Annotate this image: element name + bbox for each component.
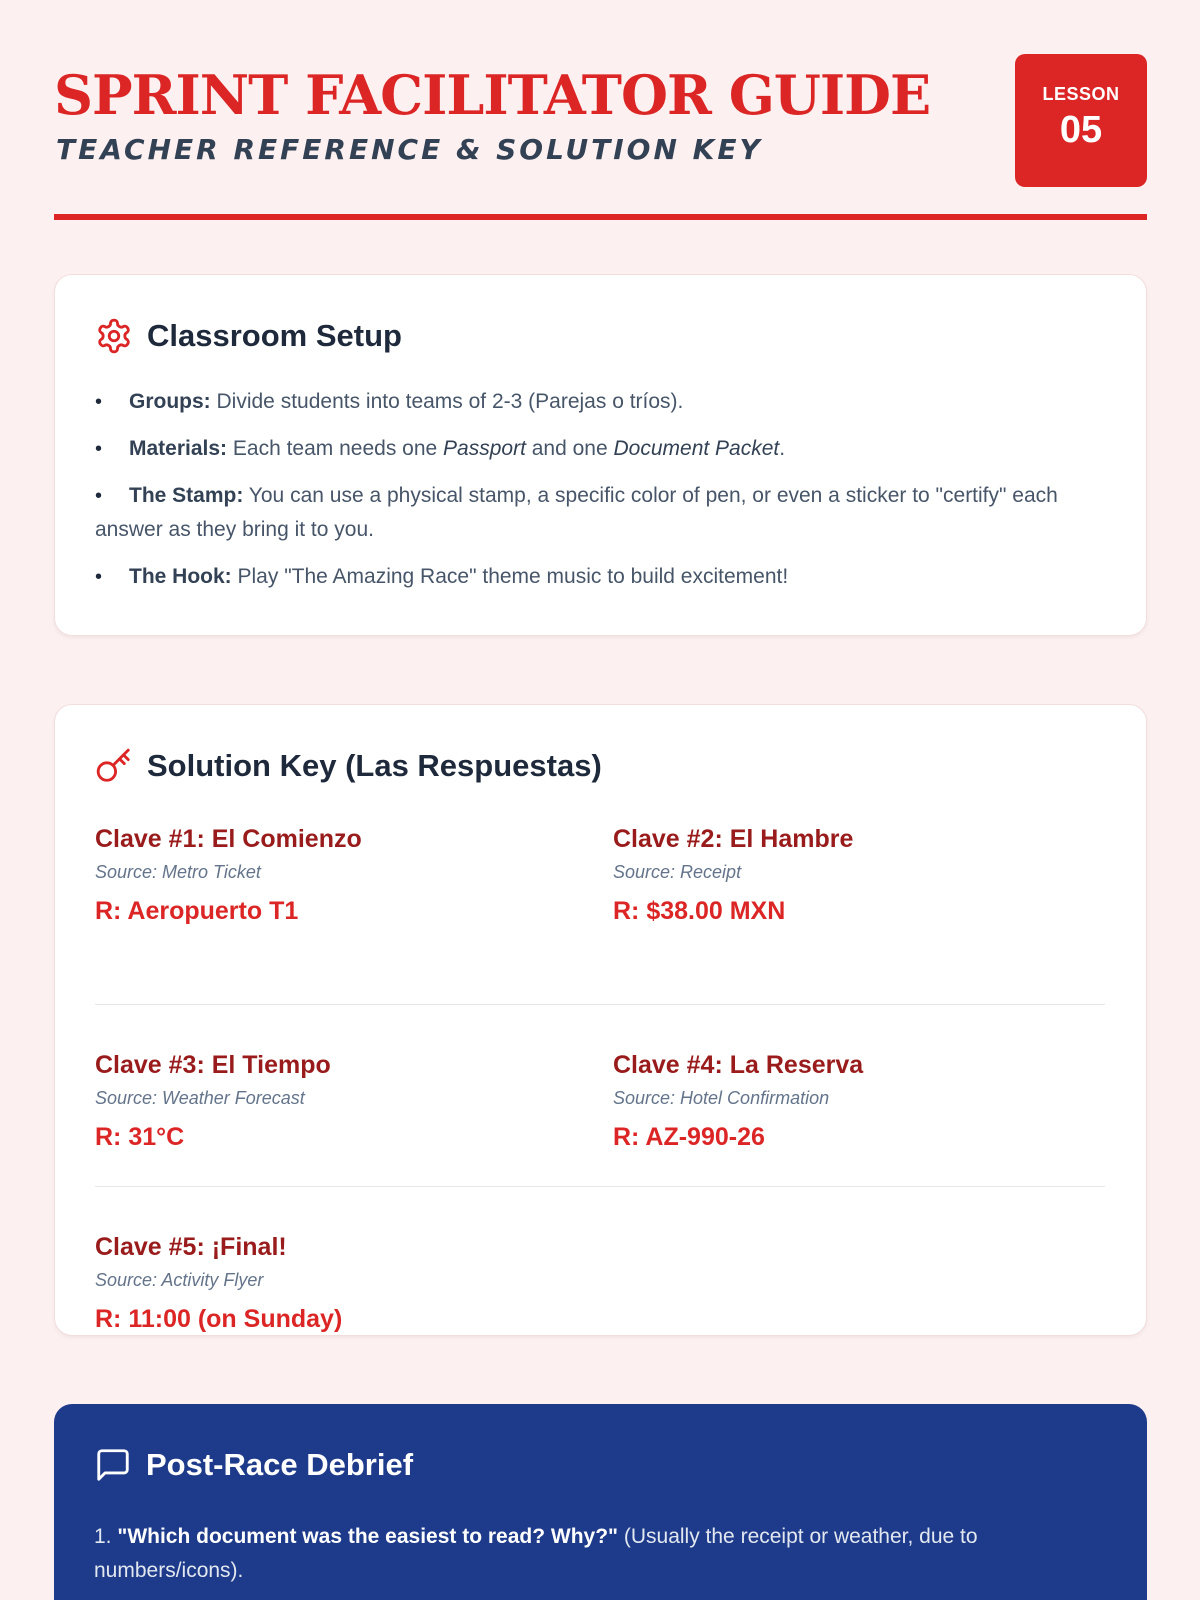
clue-answer: R: $38.00 MXN bbox=[613, 897, 786, 925]
debrief-heading-text: Post-Race Debrief bbox=[146, 1447, 414, 1482]
solution-item bbox=[95, 823, 575, 927]
setup-heading-text: Classroom Setup bbox=[147, 318, 402, 353]
classroom-setup-card bbox=[54, 274, 1147, 636]
clue-answer: R: 31°C bbox=[95, 1123, 185, 1151]
clue-source: Source: Weather Forecast bbox=[95, 1088, 305, 1108]
item-label: The Hook: bbox=[129, 565, 232, 588]
page-header bbox=[54, 54, 1147, 220]
debrief-question bbox=[94, 1520, 1104, 1588]
clue-title: Clave #4: La Reserva bbox=[613, 1051, 864, 1079]
clue-source: Source: Hotel Confirmation bbox=[613, 1088, 830, 1108]
setup-heading bbox=[95, 317, 402, 355]
item-text: Play "The Amazing Race" theme music to build excitement! bbox=[231, 565, 789, 588]
lesson-number: 05 bbox=[1059, 109, 1103, 151]
page-title: SPRINT FACILITATOR GUIDE bbox=[54, 63, 931, 127]
clue-source: Source: Activity Flyer bbox=[95, 1270, 264, 1290]
solution-grid bbox=[95, 823, 1105, 1369]
gear-icon bbox=[95, 317, 133, 355]
item-text: . bbox=[779, 437, 786, 460]
lesson-label: LESSON bbox=[1042, 84, 1120, 104]
question-text: "Which document was the easiest to read? Why?" bbox=[117, 1525, 619, 1548]
item-label: Groups: bbox=[129, 390, 211, 413]
setup-list bbox=[95, 385, 1105, 607]
solutions-heading-text: Solution Key (Las Respuestas) bbox=[147, 748, 602, 783]
clue-answer: R: 11:00 (on Sunday) bbox=[95, 1305, 343, 1333]
item-emphasis: Passport bbox=[443, 437, 526, 460]
question-note: (Usually the receipt or weather, due to numbers/icons). bbox=[94, 1525, 978, 1582]
solution-item bbox=[613, 823, 1093, 927]
clue-title: Clave #1: El Comienzo bbox=[95, 825, 362, 853]
item-label: Materials: bbox=[129, 437, 228, 460]
debrief-card bbox=[54, 1404, 1147, 1600]
page-subtitle: TEACHER REFERENCE & SOLUTION KEY bbox=[56, 133, 763, 166]
clue-title: Clave #2: El Hambre bbox=[613, 825, 854, 853]
item-text: You can use a physical stamp, a specific color of pen, or even a sticker to "certify" each answer as they bring it to you. bbox=[95, 484, 1058, 541]
item-emphasis: Document Packet bbox=[613, 437, 780, 460]
solution-item bbox=[95, 1231, 575, 1335]
lesson-badge bbox=[1015, 54, 1147, 187]
clue-title: Clave #5: ¡Final! bbox=[95, 1233, 287, 1261]
solution-row bbox=[95, 823, 1105, 1005]
item-text: Divide students into teams of 2-3 (Parejas o tríos). bbox=[210, 390, 684, 413]
clue-answer: R: AZ-990-26 bbox=[613, 1123, 765, 1151]
question-number: 1. bbox=[94, 1525, 118, 1548]
clue-title: Clave #3: El Tiempo bbox=[95, 1051, 331, 1079]
list-item bbox=[95, 432, 1105, 466]
clue-source: Source: Metro Ticket bbox=[95, 862, 261, 882]
list-item bbox=[95, 560, 1105, 594]
list-item bbox=[95, 385, 1105, 419]
item-text: Each team needs one bbox=[227, 437, 444, 460]
debrief-heading bbox=[94, 1446, 413, 1484]
list-item bbox=[95, 479, 1105, 547]
solution-row bbox=[95, 1187, 1105, 1369]
item-label: The Stamp: bbox=[129, 484, 244, 507]
solutions-heading bbox=[95, 747, 602, 785]
clue-source: Source: Receipt bbox=[613, 862, 742, 882]
chat-bubble-icon bbox=[94, 1446, 132, 1484]
solution-key-card bbox=[54, 704, 1147, 1336]
item-text: and one bbox=[525, 437, 614, 460]
solution-item bbox=[95, 1049, 575, 1153]
key-icon bbox=[95, 747, 133, 785]
clue-answer: R: Aeropuerto T1 bbox=[95, 897, 299, 925]
solution-row bbox=[95, 1005, 1105, 1187]
solution-item bbox=[613, 1049, 1093, 1153]
